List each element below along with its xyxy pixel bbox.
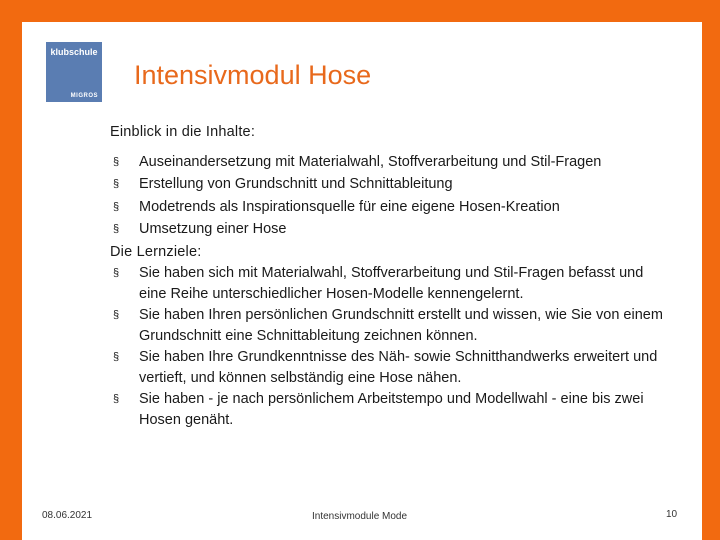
logo-top-text: klubschule [50,47,98,57]
bullet-icon: § [113,200,120,213]
klubschule-migros-logo [46,42,102,102]
contents-list [110,151,690,241]
list-item: § Auseinandersetzung mit Materialwahl, Stoffverarbeitung und Stil-Fragen [110,151,690,174]
list-item: § Sie haben - je nach persönlichem Arbeitstempo und Modellwahl - eine bis zwei Hosen genäht. [113,391,644,428]
slide [22,22,702,540]
list-item: § Sie haben Ihre Grundkenntnisse des Näh- sowie Schnitthandwerks erweitert und vertieft, und können selbständig eine Hose nähen. [113,349,658,386]
section-heading-goals: Die Lernziele: [110,243,202,260]
footer-title: Intensivmodule Mode [312,511,408,522]
bullet-icon: § [113,155,120,168]
page-number: 10 [666,509,678,520]
bullet-icon: § [113,393,120,405]
bullet-icon: § [113,223,120,235]
goals-list [110,263,690,430]
list-item: § Erstellung von Grundschnitt und Schnittableitung [110,173,690,196]
list-item: § Sie haben sich mit Materialwahl, Stoffverarbeitung und Stil-Fragen befasst und eine Reihe unterschiedlicher Hosen-Modelle kennengelernt. [113,265,644,302]
list-item: § Sie haben Ihren persönlichen Grundschnitt erstellt und wissen, wie Sie von einem Grundschnitt eine Schnittableitung zeichnen können. [113,307,663,344]
slide-content [110,121,690,431]
list-item: § Umsetzung einer Hose [110,218,690,241]
section-heading-contents: Einblick in die Inhalte: [110,124,256,140]
bullet-icon: § [113,309,120,321]
footer-date: 08.06.2021 [42,510,93,521]
list-item: § Modetrends als Inspirationsquelle für eine eigene Hosen-Kreation [110,196,690,219]
bullet-icon: § [113,267,120,279]
logo-bottom-text: MIGROS [70,93,98,99]
bullet-icon: § [113,178,120,190]
bullet-icon: § [113,351,120,363]
slide-title: Intensivmodul Hose [134,60,372,90]
